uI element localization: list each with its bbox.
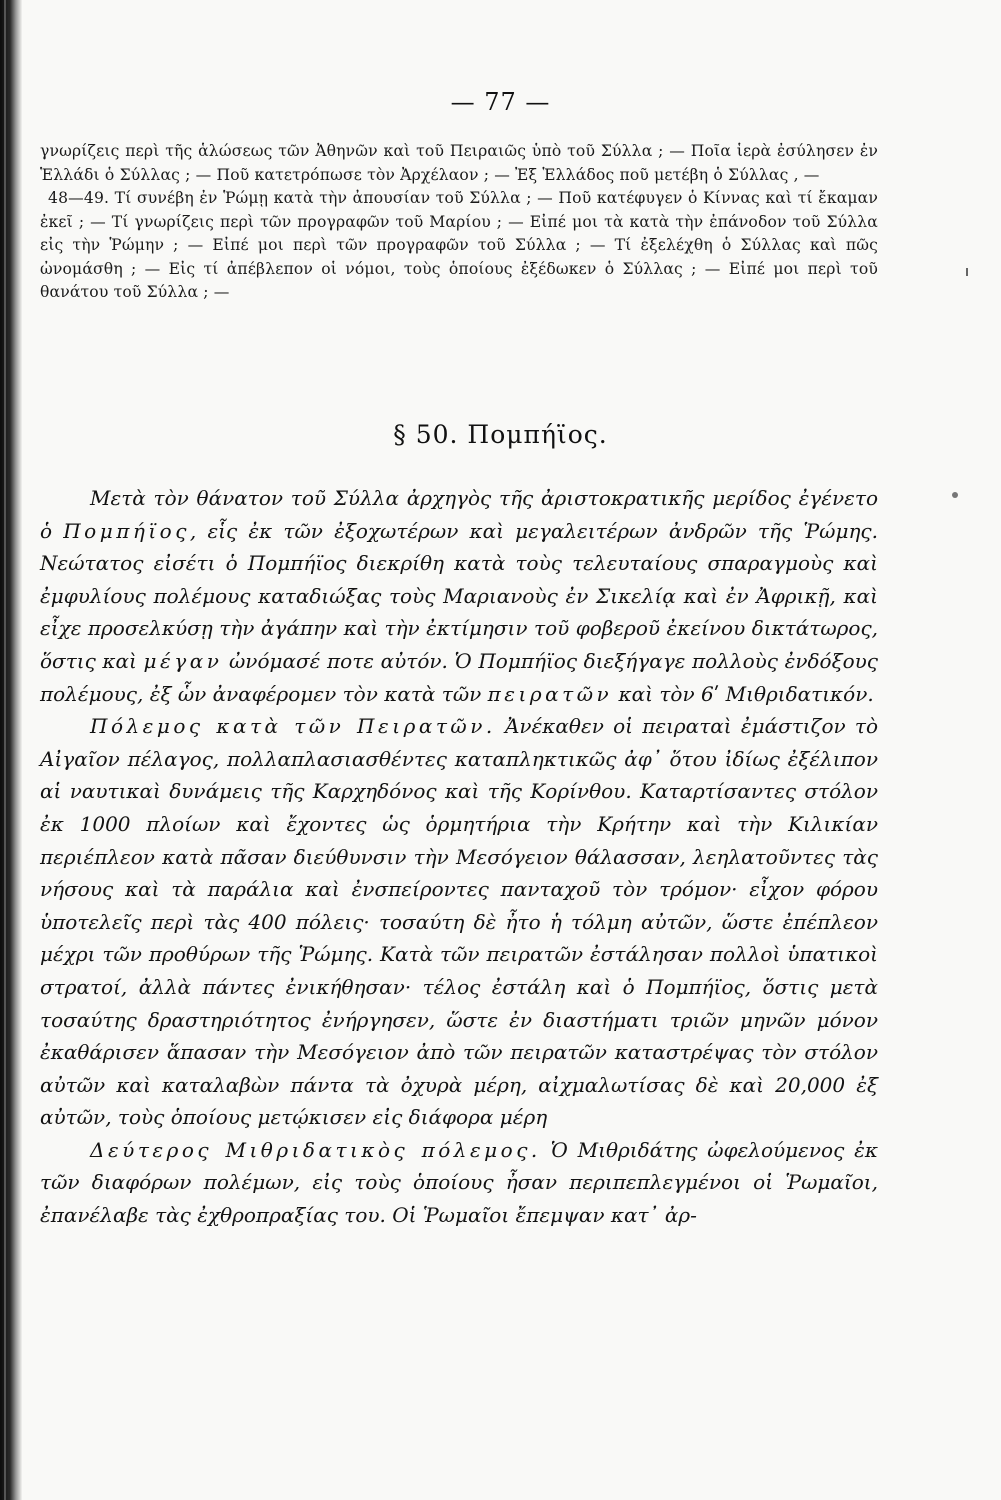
margin-mark — [966, 268, 968, 276]
p3-subheading: Δεύτερος Μιθριδατικὸς πόλεμος. — [90, 1137, 541, 1162]
body-paragraph-3 — [40, 1134, 878, 1232]
p1-word-peiraton: πειρατῶν — [487, 681, 613, 706]
questions-paragraph-2: 48—49. Τί συνέβη ἐν Ῥώμῃ κατὰ τὴν ἀπουσίαν τοῦ Σύλλα ; — Ποῦ κατέφυγεν ὁ Κίννας καὶ τί ἔκαμαν ἐκεῖ ; — Τί γνωρίζεις περὶ τῶν προγραφῶν τοῦ Μαρίου ; — Εἰπέ μοι τὰ κατὰ τὴν ἐπάνοδον τοῦ Σύλλα εἰς τὴν Ῥώμην ; — Εἰπέ μοι περὶ τῶν προγραφῶν τοῦ Σύλλα ; — Τί ἐξελέχθη ὁ Σύλλας καὶ πῶς ὠνομάσθη ; — Εἰς τί ἀπέβλεπον οἱ νόμοι, τοὺς ὁποίους ἐξέδωκεν ὁ Σύλλας ; — Εἰπέ μοι περὶ τοῦ θανάτου τοῦ Σύλλα ; — — [40, 189, 878, 301]
margin-dot — [952, 492, 958, 498]
p1-text-a: Μετὰ τὸν θάνατον τοῦ Σύλλα ἀρχηγὸς τῆς ἀριστοκρατικῆς μερίδος ἐγένετο ὁ — [40, 486, 878, 543]
p2-text: Ἀνέκαθεν οἱ πειραταὶ ἐμάστιζον τὸ Αἰγαῖον πέλαγος, πολλαπλασιασθέντες καταπληκτικῶς ἀφ᾽ ὅτου ἰδίως ἐξέλιπον αἱ ναυτικαὶ δυνάμεις τῆς Καρχηδόνος καὶ τῆς Κορίνθου. Καταρτίσαντες στόλον ἐκ 1000 πλοίων καὶ ἔχοντες ὡς ὁρμητήρια τὴν Κρήτην καὶ τὴν Κιλικίαν περιέπλεον κατὰ πᾶσαν διεύθυνσιν τὴν Μεσόγειον θάλασσαν, λεηλατοῦντες τὰς νήσους καὶ τὰ παράλια καὶ ἐνσπείροντες πανταχοῦ τὸν τρόμον· εἶχον φόρου ὑποτελεῖς περὶ τὰς 400 πόλεις· τοσαύτη δὲ ἦτο ἡ τόλμη αὐτῶν, ὥστε ἐπέπλεον μέχρι τῶν προθύρων τῆς Ῥώμης. Κατὰ τῶν πειρατῶν ἐστάλησαν πολλοὶ ὑπατικοὶ στρατοί, ἀλλὰ πάντες ἐνικήθησαν· τέλος ἐστάλη καὶ ὁ Πομπήϊος, ὅστις μετὰ τοσαύτης δραστηριότητος ἐνήργησεν, ὥστε ἐν διαστήματι τριῶν μηνῶν μόνον ἐκαθάρισεν ἅπασαν τὴν Μεσόγειον ἀπὸ τῶν πειρατῶν καταστρέψας τὸν στόλον αὐτῶν καὶ καταλαβὼν πάντα τὰ ὀχυρὰ μέρη, αἰχμαλωτίσας δὲ καὶ 20,000 ἐξ αὐτῶν, τοὺς ὁποίους μετῴκισεν εἰς διάφορα μέρη — [40, 714, 879, 1130]
binding-line — [4, 0, 6, 1500]
p1-text-e: ὠνόμασέ ποτε αὐτόν. Ὁ Πομπήϊος διεξήγαγε πολλοὺς ἐνδόξους πολέμους, ἐξ ὧν ἀναφέρομεν τὸν κατὰ τῶν — [40, 648, 878, 706]
body-paragraph-1 — [40, 482, 878, 710]
p1-word-megan: μέγαν — [143, 648, 223, 673]
body-paragraph-2 — [40, 710, 878, 1134]
questions-paragraph-1: γνωρίζεις περὶ τῆς ἁλώσεως τῶν Ἀθηνῶν καὶ τοῦ Πειραιῶς ὑπὸ τοῦ Σύλλα ; — Ποῖα ἱερὰ ἐσύλησεν ἐν Ἑλλάδι ὁ Σύλλας ; — Ποῦ κατετρόπωσε τὸν Ἀρχέλαον ; — Ἐξ Ἑλλάδος ποῦ μετέβη ὁ Σύλλας , — — [40, 142, 878, 184]
review-questions — [40, 140, 878, 305]
p1-text-g: καὶ τὸν 6ʹ Μιθριδατικόν. — [612, 681, 874, 706]
section-heading: § 50. Πομπήϊος. — [393, 420, 608, 449]
p1-text-c: , εἷς ἐκ τῶν ἐξοχωτέρων καὶ μεγαλειτέρων ἀνδρῶν τῆς Ῥώμης. Νεώτατος εἰσέτι ὁ Πομπήϊος διεκρίθη κατὰ τοὺς τελευταίους σπαραγμοὺς καὶ ἐμφυλίους πολέμους καταδιώξας τοὺς Μαριανοὺς ἐν Σικελίᾳ καὶ ἐν Ἀφρικῇ, καὶ εἶχε προσελκύσῃ τὴν ἀγάπην καὶ τὴν ἐκτίμησιν τοῦ φοβεροῦ ἐκείνου δικτάτωρος, ὅστις καὶ — [40, 518, 878, 673]
p3-text: Ὁ Μιθριδάτης ὠφελούμενος ἐκ τῶν διαφόρων πολέμων, εἰς τοὺς ὁποίους ἦσαν περιπεπλεγμένοι οἱ Ῥωμαῖοι, ἐπανέλαβε τὰς ἐχθροπραξίας του. Οἱ Ῥωμαῖοι ἔπεμψαν κατ᾽ ἀρ- — [40, 1137, 878, 1228]
section-body — [40, 482, 878, 1232]
p1-name-pompey: Πομπήϊος — [63, 518, 190, 543]
p2-subheading: Πόλεμος κατὰ τῶν Πειρατῶν. — [90, 714, 496, 739]
book-binding-edge — [0, 0, 22, 1500]
page-number: — 77 — — [450, 88, 551, 116]
